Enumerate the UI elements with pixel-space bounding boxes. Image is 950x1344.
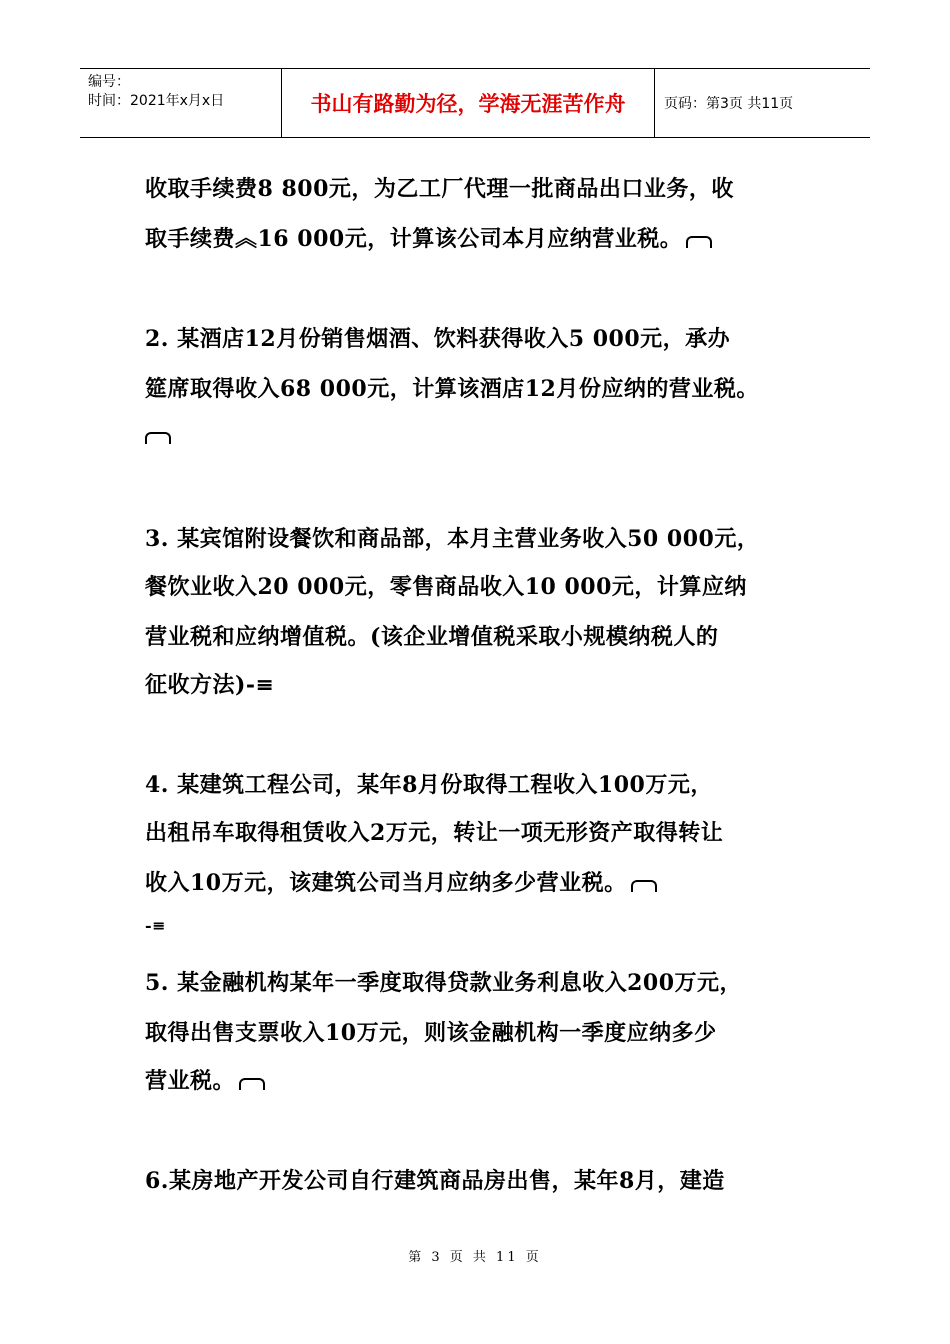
body-line: 4. 某建筑工程公司，某年8月份取得工程收入100万元， <box>145 772 713 798</box>
body-line: 6.某房地产开发公司自行建筑商品房出售，某年8月，建造 <box>145 1168 725 1194</box>
body-line: 出租吊车取得租赁收入2万元，转让一项无形资产取得转让 <box>145 820 724 846</box>
document-number-label: 编号： <box>88 74 130 90</box>
edit-mark-icon <box>686 236 712 248</box>
header-info <box>80 69 281 137</box>
body-line: 5. 某金融机构某年一季度取得贷款业务利息收入200万元， <box>145 970 743 996</box>
edit-mark-icon <box>239 1078 265 1090</box>
body-line: 筵席取得收入68 000元，计算该酒店12月份应纳的营业税。 <box>145 376 759 402</box>
header-motto-cell <box>281 69 655 137</box>
body-line: 收入10万元，该建筑公司当月应纳多少营业税。 <box>145 866 657 897</box>
body-line: 3. 某宾馆附设餐饮和商品部，本月主营业务收入50 000元， <box>145 526 760 552</box>
header-motto: 书山有路勤为径，学海无涯苦作舟 <box>310 91 626 116</box>
body-line: 征收方法)-≡ <box>145 672 275 698</box>
document-time-label: 时间：2021年x月x日 <box>88 93 225 109</box>
body-line: 营业税和应纳增值税。(该企业增值税采取小规模纳税人的 <box>145 624 719 650</box>
page-footer: 第 3 页 共 11 页 <box>408 1250 542 1265</box>
body-line: 收取手续费8 800元，为乙工厂代理一批商品出口业务，收 <box>145 176 734 202</box>
body-line: 营业税。 <box>145 1064 265 1095</box>
body-line: 2. 某酒店12月份销售烟酒、饮料获得收入5 000元，承办 <box>145 326 731 352</box>
body-line: -≡ <box>145 916 167 935</box>
body-line: 取得出售支票收入10万元，则该金融机构一季度应纳多少 <box>145 1020 717 1046</box>
header-page-code: 页码：第3页 共11页 <box>664 96 794 112</box>
edit-mark-icon <box>631 880 657 892</box>
body-line: 取手续费︽16 000元，计算该公司本月应纳营业税。 <box>145 222 712 253</box>
page-header <box>80 68 870 138</box>
body-line: 餐饮业收入20 000元，零售商品收入10 000元，计算应纳 <box>145 574 747 600</box>
edit-mark-icon <box>145 432 171 444</box>
body-line <box>145 422 171 448</box>
